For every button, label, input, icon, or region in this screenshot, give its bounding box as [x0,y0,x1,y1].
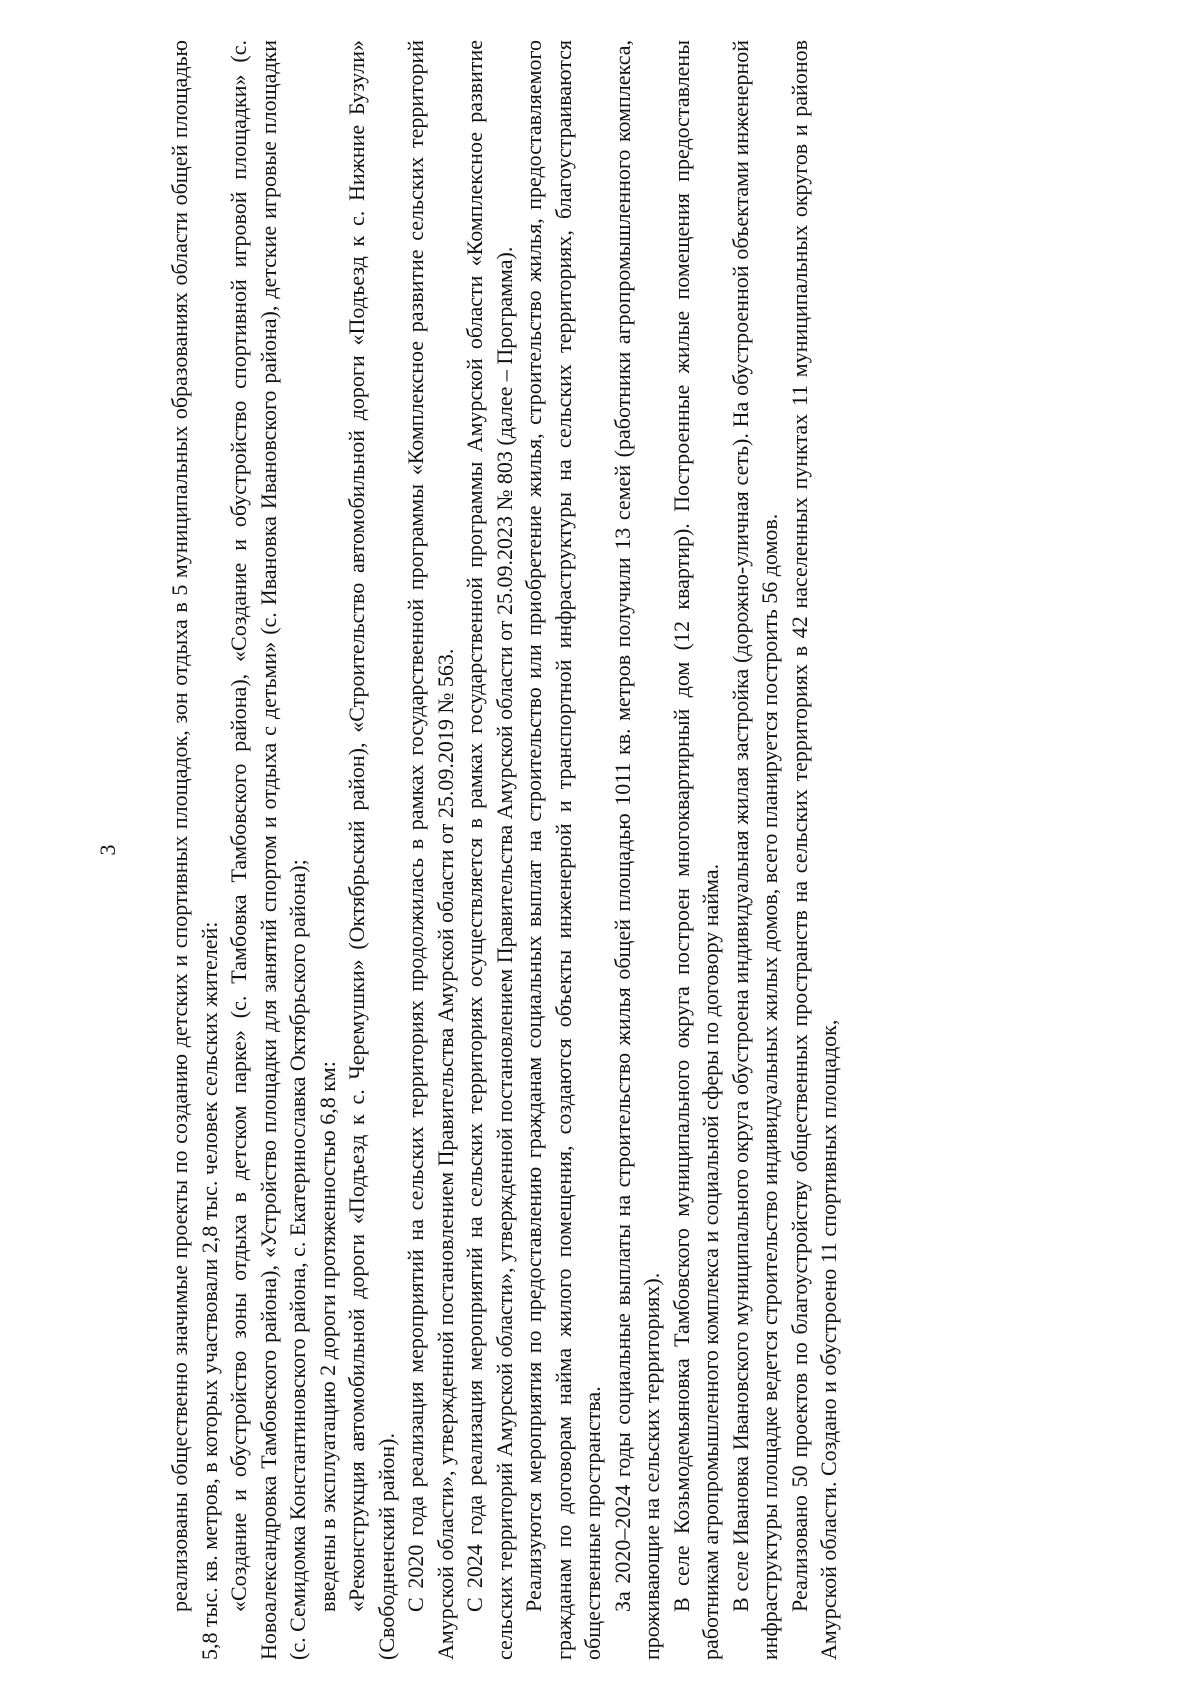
paragraph-1: реализованы общественно значимые проекты по созданию детских и спортивных площадок, зон отдыха в 5 муниципальных образованиях области общей площадью 5,8 тыс. кв. метров, в которых участвовали 2,8 тыс. человек сельских жителей: [167,40,222,1660]
page-number: 3 [95,844,120,856]
paragraph-8: За 2020–2024 годы социальные выплаты на строительство жилья общей площадью 1011 кв. метров получили 13 семей (работники агропромышленного комплекса, проживающие на сельских территориях). [609,40,664,1660]
paragraph-6: С 2024 года реализация мероприятий на сельских территориях осуществляется в рамках государственной программы Амурской области «Комплексное развитие сельских территорий Амурской области», утвержденной постановлением Правительства Амурской области от 25.09.2023 № 803 (далее – Программа). [462,40,517,1660]
rotated-content [95,30,1105,1670]
paragraph-4: «Реконструкция автомобильной дороги «Подъезд к с. Черемушки» (Октябрьский район), «Строительство автомобильной дороги «Подъезд к с. Нижние Бузули» (Свободненский район). [344,40,399,1660]
document-body [165,40,844,1660]
paragraph-10: В селе Ивановка Ивановского муниципального округа обустроена индивидуальная жилая застройка (дорожно-уличная сеть). На обустроенной объектами инженерной инфраструктуры площадке ведется строительство индивидуальных жилых домов, всего планируется построить 56 домов. [727,40,782,1660]
paragraph-2: «Создание и обустройство зоны отдыха в детском парке» (с. Тамбовка Тамбовского района), «Создание и обустройство спортивной игровой площадки» (с. Новоалександровка Тамбовского района), «Устройство площадки для занятий спортом и отдыха с детьми» (с. Ивановка Ивановского района), детские игровые площадки (с. Семидомка Константиновского района, с. Екатеринославка Октябрьского района); [226,40,310,1660]
paragraph-7: Реализуются мероприятия по предоставлению гражданам социальных выплат на строительство или приобретение жилья, строительство жилья, предоставляемого гражданам по договорам найма жилого помещения, создаются объекты инженерной и транспортной инфраструктуры на сельских территориях, благоустраиваются общественные пространства. [521,40,605,1660]
paragraph-5: С 2020 года реализация мероприятий на сельских территориях продолжилась в рамках государственной программы «Комплексное развитие сельских территорий Амурской области», утвержденной постановлением Правительства Амурской области от 25.09.2019 № 563. [403,40,458,1660]
paragraph-3: введены в эксплуатацию 2 дороги протяженностью 6,8 км: [314,1061,340,1612]
paragraph-9: В селе Козьмодемьяновка Тамбовского муниципального округа построен многоквартирный дом (12 квартир). Построенные жилые помещения предоставлены работникам агропромышленного комплекса и социальной сферы по договору найма. [668,40,723,1660]
paragraph-11: Реализовано 50 проектов по благоустройству общественных пространств на сельских территориях в 42 населенных пунктах 11 муниципальных округов и районов Амурской области. Создано и обустроено 11 спортивных площадок, [786,40,841,1660]
